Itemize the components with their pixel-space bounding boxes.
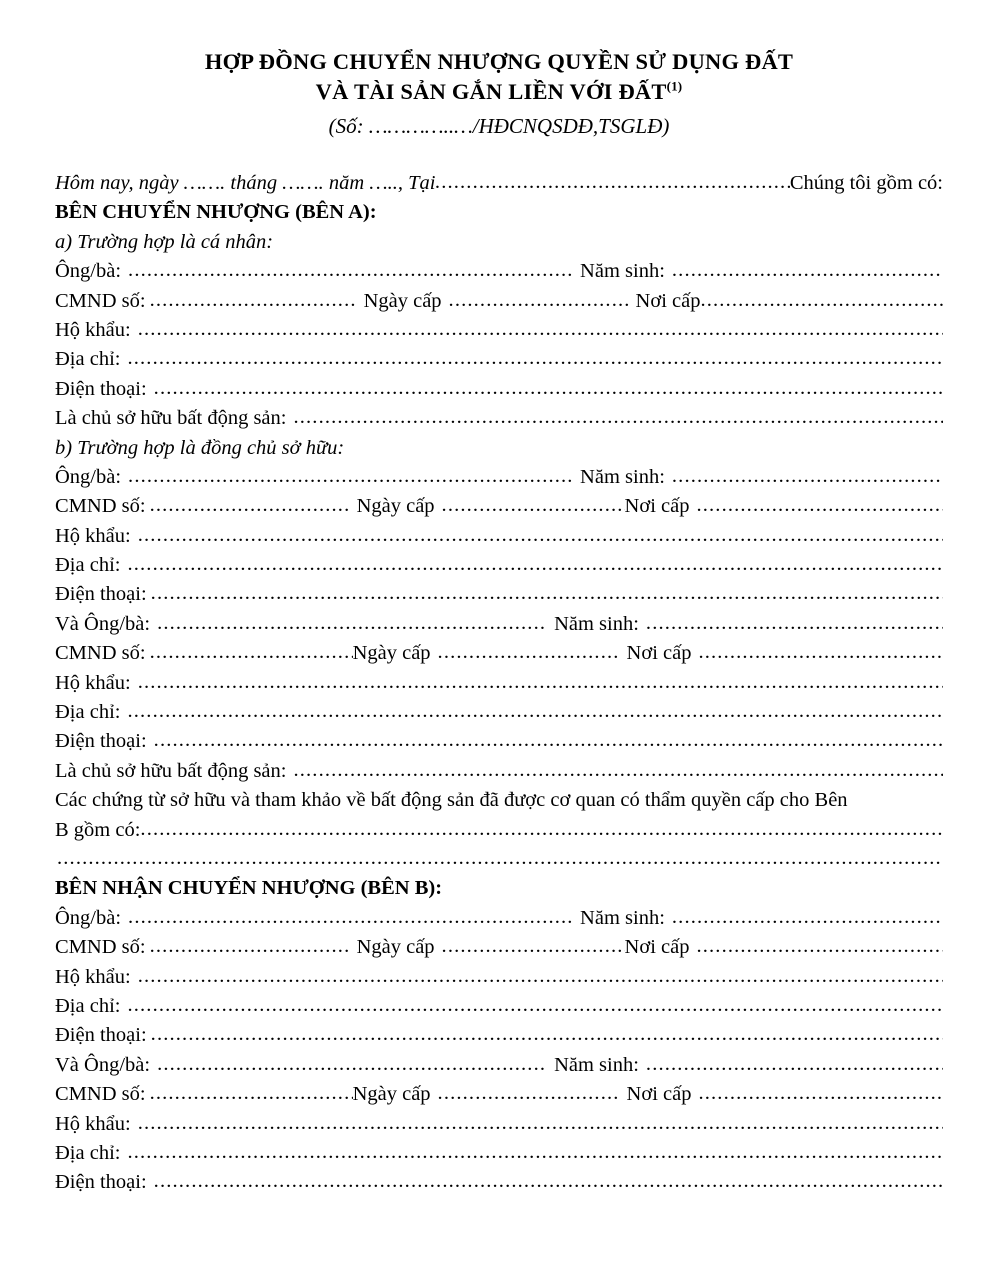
field-row-address-a1 [55,345,943,374]
label-phone: Điện thoại: [55,1024,147,1047]
label-id-number: CMND số: [55,495,146,518]
input-owner-of[interactable] [293,404,943,432]
field-row-household-pb1 [55,963,943,992]
label-issue-date: Ngày cấp [356,495,435,518]
document-title-line-2 [55,77,943,107]
label-issue-place: Nơi cấp [624,495,690,518]
document-title-text-2: VÀ TÀI SẢN GẮN LIỀN VỚI ĐẤT [315,79,667,104]
label-household: Hộ khẩu: [55,318,131,341]
party-b-heading: BÊN NHẬN CHUYỂN NHƯỢNG (BÊN B): [55,877,443,900]
field-row-address-b2 [55,698,943,727]
documents-paragraph-text-cont: B gồm có: [55,818,141,841]
label-issue-date: Ngày cấp [352,1083,431,1106]
input-household[interactable] [138,522,943,550]
label-household: Hộ khẩu: [55,671,131,694]
input-address[interactable] [127,1139,943,1167]
input-address[interactable] [127,551,943,579]
input-phone[interactable] [151,580,943,608]
field-row-name-b2 [55,610,943,639]
label-id-number: CMND số: [55,289,146,312]
label-birth-year: Năm sinh: [580,906,665,929]
label-id-number: CMND số: [55,936,146,959]
document-title-text-1: HỢP ĐỒNG CHUYỂN NHƯỢNG QUYỀN SỬ DỤNG ĐẤT [204,49,794,74]
input-issue-place[interactable] [700,287,943,315]
field-row-phone-b1 [55,580,943,609]
input-household[interactable] [138,963,943,991]
input-address[interactable] [127,698,943,726]
field-row-household-b2 [55,669,943,698]
label-issue-date: Ngày cấp [356,936,435,959]
label-issue-place: Nơi cấp [626,1083,692,1106]
field-row-owner-a1 [55,404,943,433]
field-row-id-pb2 [55,1080,943,1109]
input-phone[interactable] [154,727,943,755]
label-owner-of: Là chủ sở hữu bất động sản: [55,759,287,782]
intro-dots-fill[interactable] [435,169,789,197]
input-issue-date[interactable] [442,933,625,961]
field-row-phone-pb2 [55,1168,943,1197]
label-birth-year: Năm sinh: [554,612,639,635]
documents-paragraph-line-1 [55,786,943,815]
label-phone: Điện thoại: [55,730,147,753]
label-phone: Điện thoại: [55,377,147,400]
field-row-phone-pb1 [55,1021,943,1050]
documents-paragraph-line-2 [55,816,943,845]
label-owner-of: Là chủ sở hữu bất động sản: [55,407,287,430]
input-household[interactable] [138,669,943,697]
documents-continuation-line [55,845,943,874]
label-household: Hộ khẩu: [55,524,131,547]
input-issue-date[interactable] [438,1080,620,1108]
label-name: Ông/bà: [55,906,122,929]
input-address[interactable] [127,345,943,373]
label-address: Địa chỉ: [55,348,121,371]
label-issue-place: Nơi cấp [635,289,701,312]
party-a-case-b-label: b) Trường hợp là đồng chủ sở hữu: [55,436,345,459]
label-phone: Điện thoại: [55,1171,147,1194]
contract-number-line: (Số: …………..…/HĐCNQSDĐ,TSGLĐ) [328,114,670,138]
document-title-block [55,0,943,142]
label-address: Địa chỉ: [55,701,121,724]
input-documents-list-continued[interactable] [57,845,943,873]
field-row-id-a1 [55,287,943,316]
input-birth-year[interactable] [672,257,943,285]
input-phone[interactable] [151,1021,943,1049]
input-documents-list[interactable] [140,816,943,844]
field-row-name-pb2 [55,1051,943,1080]
input-address[interactable] [127,992,943,1020]
label-id-number: CMND số: [55,1083,146,1106]
input-household[interactable] [138,316,943,344]
input-id-number[interactable] [150,287,357,315]
field-row-owner-b2 [55,757,943,786]
input-id-number[interactable] [150,492,350,520]
field-row-phone-a1 [55,375,943,404]
input-issue-place[interactable] [698,1080,943,1108]
label-name: Ông/bà: [55,465,122,488]
document-body [55,169,943,1198]
input-birth-year[interactable] [672,463,943,491]
footnote-marker: (1) [666,78,683,94]
input-id-number[interactable] [150,639,353,667]
intro-line [55,169,943,198]
label-address: Địa chỉ: [55,994,121,1017]
field-row-name-a1 [55,257,943,286]
field-row-id-b2 [55,639,943,668]
label-name: Ông/bà: [55,260,122,283]
label-address: Địa chỉ: [55,1141,121,1164]
field-row-address-pb2 [55,1139,943,1168]
field-row-address-b1 [55,551,943,580]
input-birth-year[interactable] [646,1051,943,1079]
label-id-number: CMND số: [55,642,146,665]
input-name[interactable] [157,1051,547,1079]
input-issue-date[interactable] [438,639,620,667]
input-birth-year[interactable] [646,610,943,638]
field-row-household-b1 [55,522,943,551]
field-row-name-b1 [55,463,943,492]
label-name-and: Và Ông/bà: [55,612,151,635]
documents-paragraph-text: Các chứng từ sở hữu và tham khảo về bất động sản đã được cơ quan có thẩm quyền cấp cho Bên [55,789,848,812]
input-name[interactable] [157,610,547,638]
input-household[interactable] [138,1110,943,1138]
label-name-and: Và Ông/bà: [55,1053,151,1076]
party-a-heading: BÊN CHUYỂN NHƯỢNG (BÊN A): [55,201,377,224]
field-row-id-pb1 [55,933,943,962]
label-birth-year: Năm sinh: [554,1053,639,1076]
input-issue-date[interactable] [449,287,629,315]
input-issue-place[interactable] [696,492,943,520]
intro-upright-text: Chúng tôi gồm có: [789,172,943,194]
input-phone[interactable] [154,375,943,403]
input-birth-year[interactable] [672,904,943,932]
label-address: Địa chỉ: [55,554,121,577]
intro-italic-text: Hôm nay, ngày ……. tháng ……. năm ….., Tại [55,172,436,194]
input-name[interactable] [128,257,573,285]
input-issue-date[interactable] [442,492,625,520]
input-id-number[interactable] [150,933,350,961]
input-issue-place[interactable] [696,933,943,961]
document-title-line-1 [55,47,943,77]
input-id-number[interactable] [150,1080,353,1108]
field-row-address-pb1 [55,992,943,1021]
label-issue-place: Nơi cấp [626,642,692,665]
party-a-case-a-label: a) Trường hợp là cá nhân: [55,230,274,253]
label-issue-date: Ngày cấp [363,289,442,312]
label-issue-date: Ngày cấp [352,642,431,665]
label-household: Hộ khẩu: [55,1112,131,1135]
input-issue-place[interactable] [698,639,943,667]
field-row-name-pb1 [55,904,943,933]
label-household: Hộ khẩu: [55,965,131,988]
input-name[interactable] [128,463,573,491]
input-phone[interactable] [154,1168,943,1196]
input-name[interactable] [128,904,573,932]
input-owner-of[interactable] [293,757,943,785]
field-row-phone-b2 [55,727,943,756]
field-row-household-pb2 [55,1110,943,1139]
label-birth-year: Năm sinh: [580,260,665,283]
field-row-id-b1 [55,492,943,521]
documents-paragraph-block [55,786,943,845]
label-phone: Điện thoại: [55,583,147,606]
field-row-household-a1 [55,316,943,345]
label-birth-year: Năm sinh: [580,465,665,488]
label-issue-place: Nơi cấp [624,936,690,959]
